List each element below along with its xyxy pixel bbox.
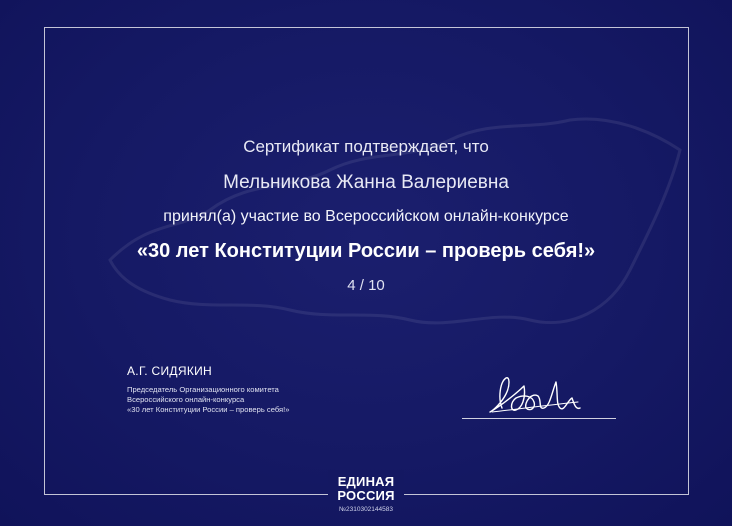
signature-line — [462, 418, 616, 419]
signature-icon — [480, 368, 610, 420]
participation-text: принял(а) участие во Всероссийском онлайн-конкурсе — [163, 208, 569, 225]
recipient-name: Мельникова Жанна Валериевна — [223, 172, 509, 193]
confirm-text: Сертификат подтверждает, что — [243, 137, 489, 156]
logo-text-line2: РОССИЯ — [337, 488, 395, 503]
contest-title: «30 лет Конституции России – проверь себя!» — [136, 240, 596, 262]
signer-role: Председатель Организационного комитета Всероссийского онлайн-конкурса «30 лет Конституции России – проверь себя!» — [127, 385, 290, 414]
signer-name: А.Г. СИДЯКИН — [127, 364, 213, 378]
score-text: 4 / 10 — [347, 277, 385, 294]
logo-text-line1: ЕДИНАЯ — [337, 474, 395, 489]
certificate-serial: №2310302144583 — [339, 506, 393, 513]
